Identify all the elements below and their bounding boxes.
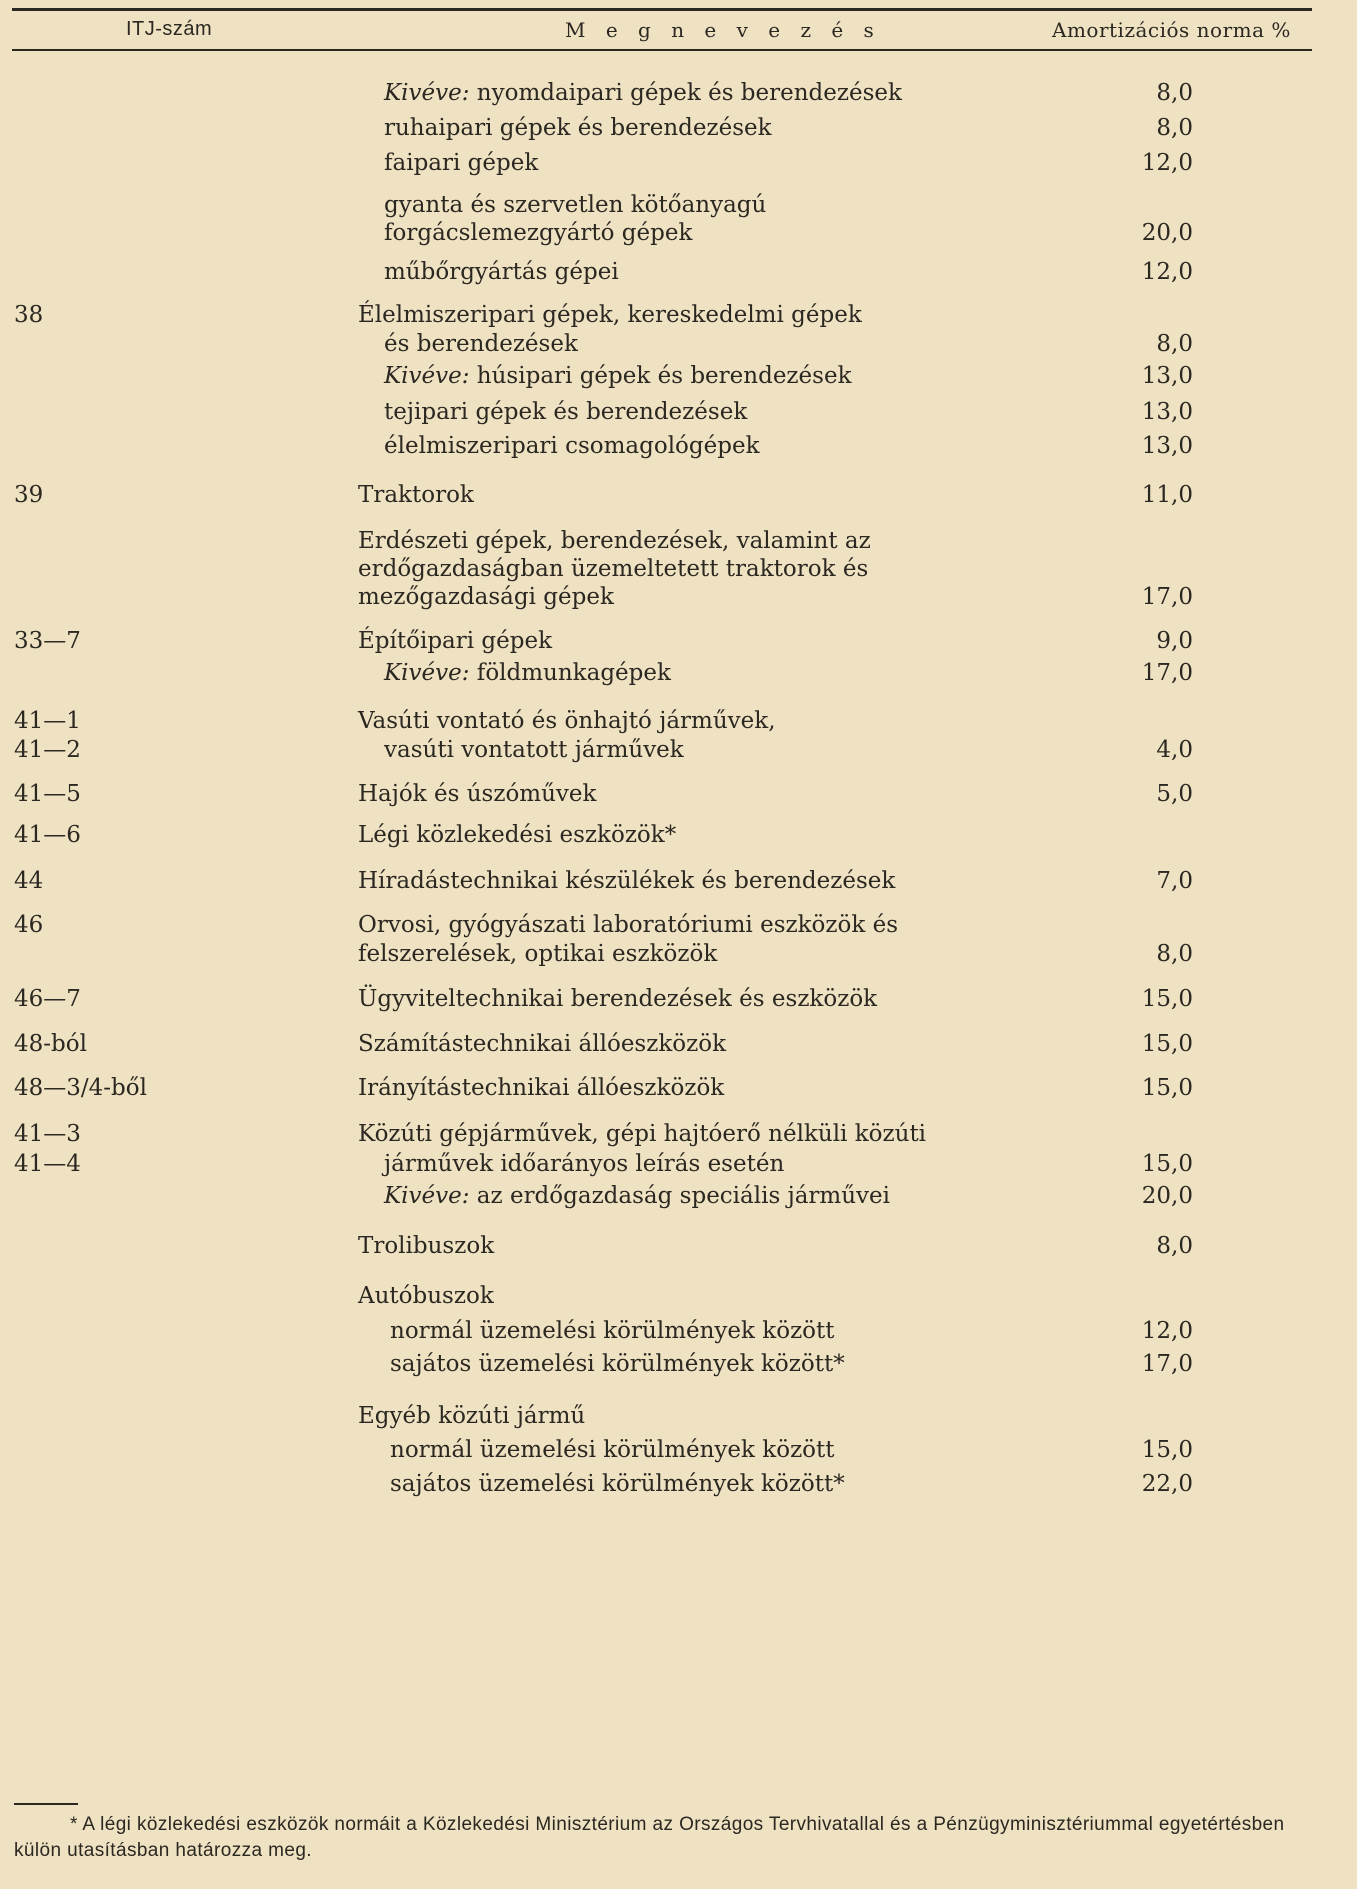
item-description [384,331,578,357]
item-description [358,1121,926,1147]
item-description-text: ruhaipari gépek és berendezések [384,115,772,141]
itj-code: 33—7 [14,628,81,654]
depreciation-rate: 4,0 [1156,737,1193,763]
item-description-text: és berendezések [384,331,578,357]
item-description [358,584,614,610]
depreciation-rate: 17,0 [1141,660,1193,686]
itj-code: 41—2 [14,737,81,763]
item-description-text: Autóbuszok [358,1283,494,1309]
item-description-text: Számítástechnikai állóeszközök [358,1031,727,1057]
item-description [384,259,619,285]
item-description [384,363,852,389]
depreciation-rate: 8,0 [1156,331,1193,357]
footnote-rule [14,1803,78,1805]
depreciation-rate: 15,0 [1141,1151,1193,1177]
itj-code: 41—3 [14,1121,81,1147]
depreciation-rate: 9,0 [1156,628,1193,654]
item-description [358,628,552,654]
itj-code: 39 [14,482,44,508]
depreciation-rate: 15,0 [1141,986,1193,1012]
item-description-text: sajátos üzemelési körülmények között* [390,1471,845,1497]
depreciation-rate: 20,0 [1141,1183,1193,1209]
depreciation-rate: 8,0 [1156,941,1193,967]
itj-code: 41—6 [14,822,81,848]
exception-keyword: Kivéve: [384,363,470,389]
item-description-text: Orvosi, gyógyászati laboratóriumi eszközök és [358,912,899,938]
item-description-text: Élelmiszeripari gépek, kereskedelmi gépek [358,302,862,328]
item-description [384,1151,784,1177]
item-description [384,660,671,686]
item-description [390,1318,835,1344]
depreciation-rate: 12,0 [1141,150,1193,176]
item-description [384,737,684,763]
item-description-text: felszerelések, optikai eszközök [358,941,718,967]
item-description-text: Híradástechnikai készülékek és berendezések [358,868,896,894]
depreciation-rate: 12,0 [1141,259,1193,285]
depreciation-rate: 20,0 [1141,220,1193,246]
item-description [358,781,596,807]
exception-keyword: Kivéve: [384,1183,470,1209]
exception-keyword: Kivéve: [384,660,470,686]
itj-code: 46—7 [14,986,81,1012]
depreciation-rate: 15,0 [1141,1437,1193,1463]
depreciation-rate: 8,0 [1156,80,1193,106]
item-description-text: Trolibuszok [358,1233,495,1259]
item-description-text: nyomdaipari gépek és berendezések [469,80,902,106]
itj-code: 38 [14,302,44,328]
item-description-text: Építőipari gépek [358,628,553,654]
item-description-text: Közúti gépjárművek, gépi hajtóerő nélküli közúti [358,1121,927,1147]
item-description-text: földmunkagépek [469,660,671,686]
item-description-text: gyanta és szervetlen kötőanyagú [384,192,767,218]
item-description-text: Légi közlekedési eszközök* [358,822,677,848]
item-description-text: húsipari gépek és berendezések [469,363,852,389]
column-header-depreciation-rate: Amortizációs norma % [1052,18,1291,42]
depreciation-rate: 17,0 [1141,584,1193,610]
column-header-name: M e g n e v e z é s [565,18,881,42]
item-description-text: Vasúti vontató és önhajtó járművek, [358,708,776,734]
exception-keyword: Kivéve: [384,80,470,106]
item-description [384,433,760,459]
item-description [358,1403,585,1429]
item-description [358,302,862,328]
itj-code: 41—1 [14,708,81,734]
item-description [358,1233,494,1259]
item-description [358,1075,724,1101]
item-description-text: vasúti vontatott járművek [384,737,684,763]
item-description-text: tejipari gépek és berendezések [384,399,748,425]
item-description-text: Irányítástechnikai állóeszközök [358,1075,725,1101]
item-description [358,912,898,938]
itj-code: 44 [14,868,44,894]
item-description-text: faipari gépek [384,150,539,176]
item-description-text: az erdőgazdaság speciális járművei [469,1183,891,1209]
item-description-text: sajátos üzemelési körülmények között* [390,1351,845,1377]
item-description-text: Traktorok [358,482,474,508]
depreciation-rate: 13,0 [1141,399,1193,425]
itj-code: 41—5 [14,781,81,807]
item-description [384,150,538,176]
item-description [384,192,766,218]
item-description [358,1283,494,1309]
item-description-text: műbőrgyártás gépei [384,259,619,285]
item-description [384,115,772,141]
item-description [358,941,717,967]
item-description-text: normál üzemelési körülmények között [390,1437,835,1463]
item-description-text: Ügyviteltechnikai berendezések és eszközök [358,986,878,1012]
item-description [390,1471,845,1497]
item-description-text: élelmiszeripari csomagológépek [384,433,760,459]
item-description [358,986,877,1012]
depreciation-rate: 5,0 [1156,781,1193,807]
depreciation-rate: 15,0 [1141,1031,1193,1057]
depreciation-rate: 8,0 [1156,115,1193,141]
itj-code: 48—3/4-ből [14,1075,147,1101]
item-description-text: Hajók és úszóművek [358,781,597,807]
item-description [358,868,895,894]
depreciation-rate: 13,0 [1141,433,1193,459]
depreciation-rate: 15,0 [1141,1075,1193,1101]
item-description-text: mezőgazdasági gépek [358,584,614,610]
depreciation-rate: 7,0 [1156,868,1193,894]
depreciation-rate: 22,0 [1141,1471,1193,1497]
itj-code: 41—4 [14,1151,81,1177]
item-description [358,556,868,582]
item-description [384,1183,890,1209]
depreciation-rate: 17,0 [1141,1351,1193,1377]
item-description [358,1031,726,1057]
depreciation-rate: 11,0 [1141,482,1193,508]
depreciation-rate: 13,0 [1141,363,1193,389]
item-description [390,1351,845,1377]
item-description [384,80,902,106]
depreciation-rate: 8,0 [1156,1233,1193,1259]
item-description [358,482,474,508]
item-description-text: forgácslemezgyártó gépek [384,220,693,246]
depreciation-rate: 12,0 [1141,1318,1193,1344]
item-description [390,1437,835,1463]
item-description [358,528,871,554]
item-description [358,708,776,734]
item-description [384,399,747,425]
item-description-text: Egyéb közúti jármű [358,1403,586,1429]
column-header-itj-code: ITJ-szám [126,18,213,40]
footnote: * A légi közlekedési eszközök normáit a Közlekedési Minisztérium az Országos Tervhivatallal és a Pénzügyminisztériummal egyetértésben külön utasításban határozza meg. [14,1814,1285,1861]
item-description-text: erdőgazdaságban üzemeltetett traktorok és [358,556,869,582]
item-description-text: Erdészeti gépek, berendezések, valamint az [358,528,871,554]
itj-code: 48-ból [14,1031,87,1057]
itj-code: 46 [14,912,44,938]
item-description [358,822,676,848]
item-description-text: normál üzemelési körülmények között [390,1318,835,1344]
item-description-text: járművek időarányos leírás esetén [384,1151,785,1177]
item-description [384,220,692,246]
